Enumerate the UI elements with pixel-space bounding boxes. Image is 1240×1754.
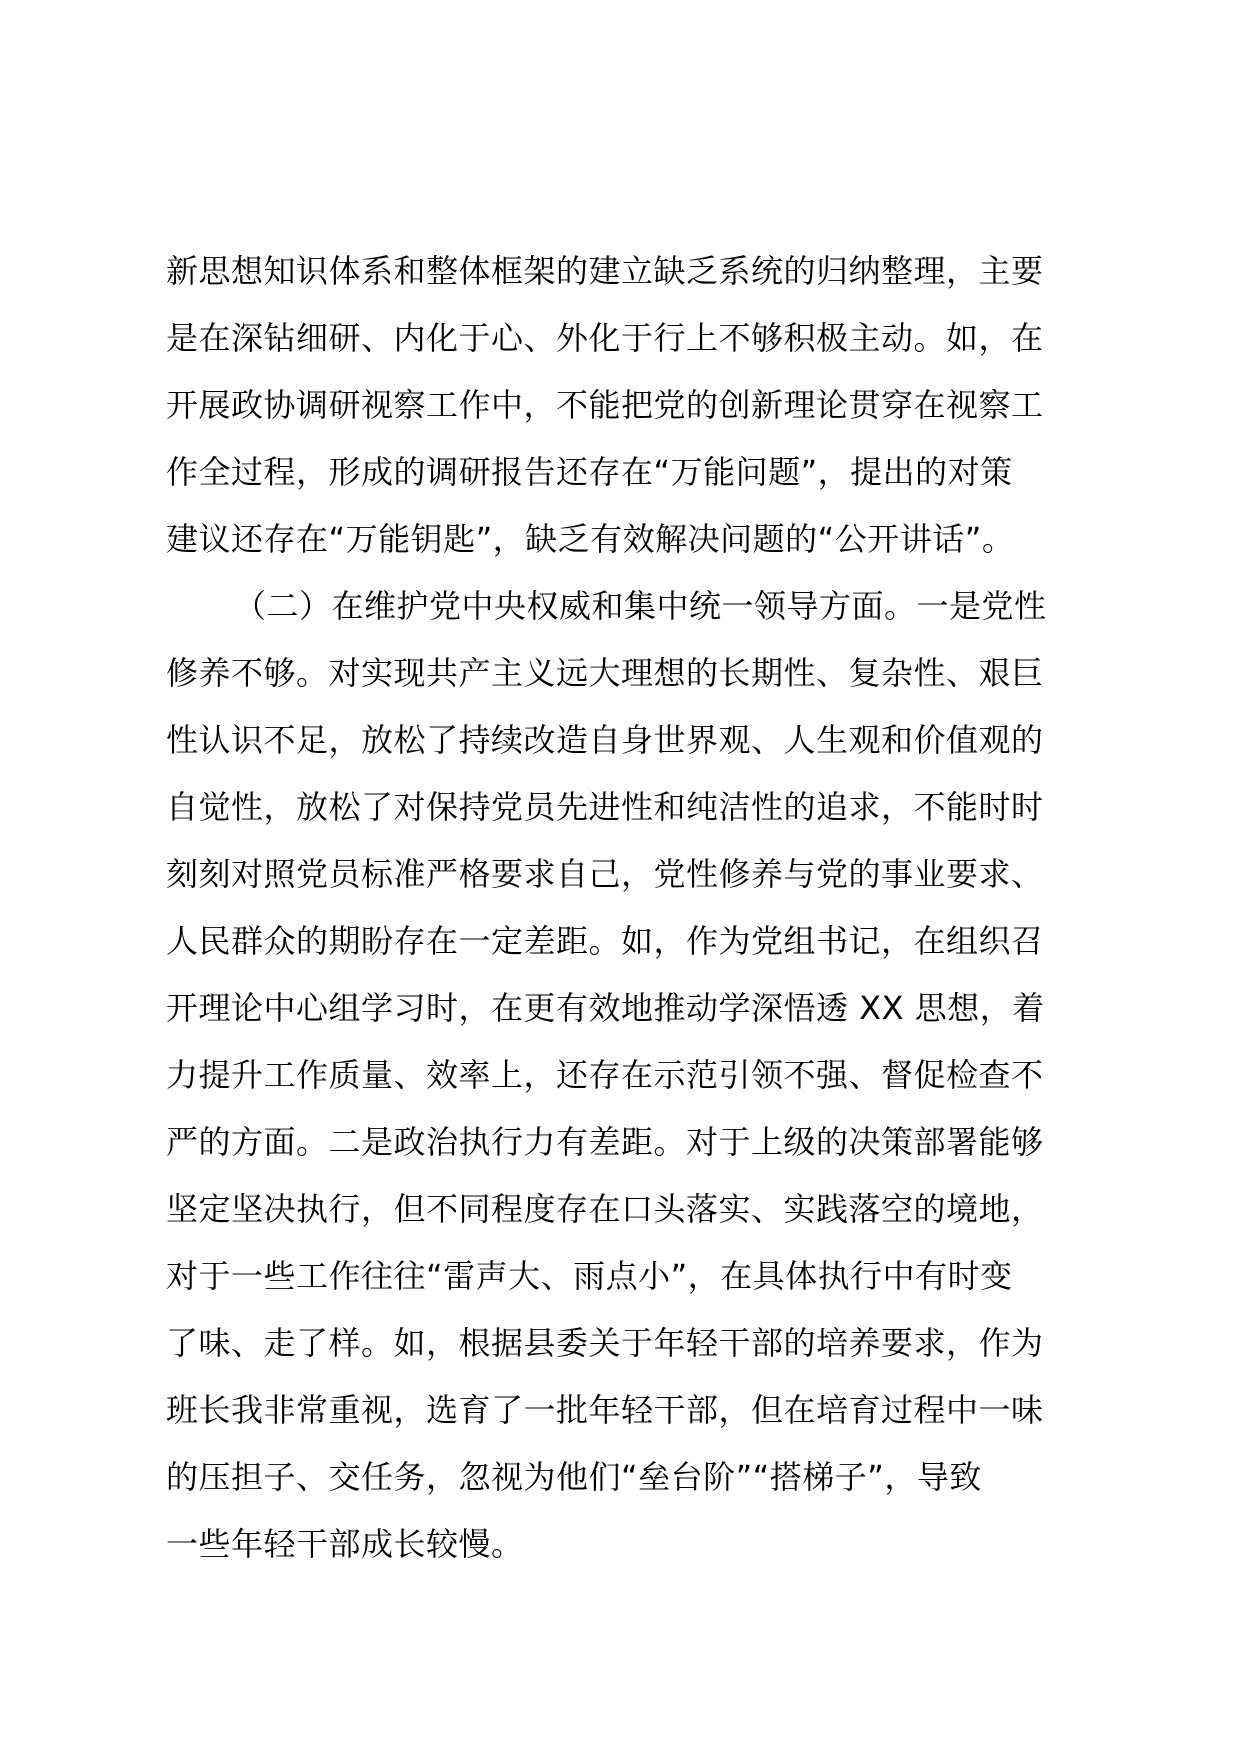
text-line: 坚定坚决执行，但不同程度存在口头落实、实践落空的境地， xyxy=(166,1190,1044,1228)
text-line: 开理论中心组学习时，在更有效地推动学深悟透 XX 思想，着 xyxy=(166,989,1045,1027)
text-line: 作全过程，形成的调研报告还存在“万能问题”，提出的对策 xyxy=(166,453,1013,491)
text-line: 了味、走了样。如，根据县委关于年轻干部的培养要求，作为 xyxy=(166,1324,1044,1362)
document-body xyxy=(166,238,1098,1578)
text-line: 刻刻对照党员标准严格要求自己，党性修养与党的事业要求、 xyxy=(166,855,1044,893)
text-line: 一些年轻干部成长较慢。 xyxy=(166,1525,524,1563)
text-line: 开展政协调研视察工作中，不能把党的创新理论贯穿在视察工 xyxy=(166,386,1044,424)
text-line: 对于一些工作往往“雷声大、雨点小”，在具体执行中有时变 xyxy=(166,1257,1013,1295)
text-line: 修养不够。对实现共产主义远大理想的长期性、复杂性、艰巨 xyxy=(166,654,1044,692)
text-line: 自觉性，放松了对保持党员先进性和纯洁性的追求，不能时时 xyxy=(166,788,1044,826)
text-line: 力提升工作质量、效率上，还存在示范引领不强、督促检查不 xyxy=(166,1056,1044,1094)
text-line: 的压担子、交任务，忽视为他们“垒台阶”“搭梯子”，导致 xyxy=(166,1458,982,1496)
text-line: 人民群众的期盼存在一定差距。如，作为党组书记，在组织召 xyxy=(166,922,1044,960)
text-line: 是在深钻细研、内化于心、外化于行上不够积极主动。如，在 xyxy=(166,319,1044,357)
text-line: 班长我非常重视，选育了一批年轻干部，但在培育过程中一味 xyxy=(166,1391,1044,1429)
text-line: 性认识不足，放松了持续改造自身世界观、人生观和价值观的 xyxy=(166,721,1044,759)
text-line: 新思想知识体系和整体框架的建立缺乏系统的归纳整理，主要 xyxy=(166,252,1044,290)
text-line: 建议还存在“万能钥匙”，缺乏有效解决问题的“公开讲话”。 xyxy=(166,520,1015,558)
text-line: 严的方面。二是政治执行力有差距。对于上级的决策部署能够 xyxy=(166,1123,1044,1161)
section-heading-line: （二）在维护党中央权威和集中统一领导方面。一是党性 xyxy=(234,587,1047,625)
